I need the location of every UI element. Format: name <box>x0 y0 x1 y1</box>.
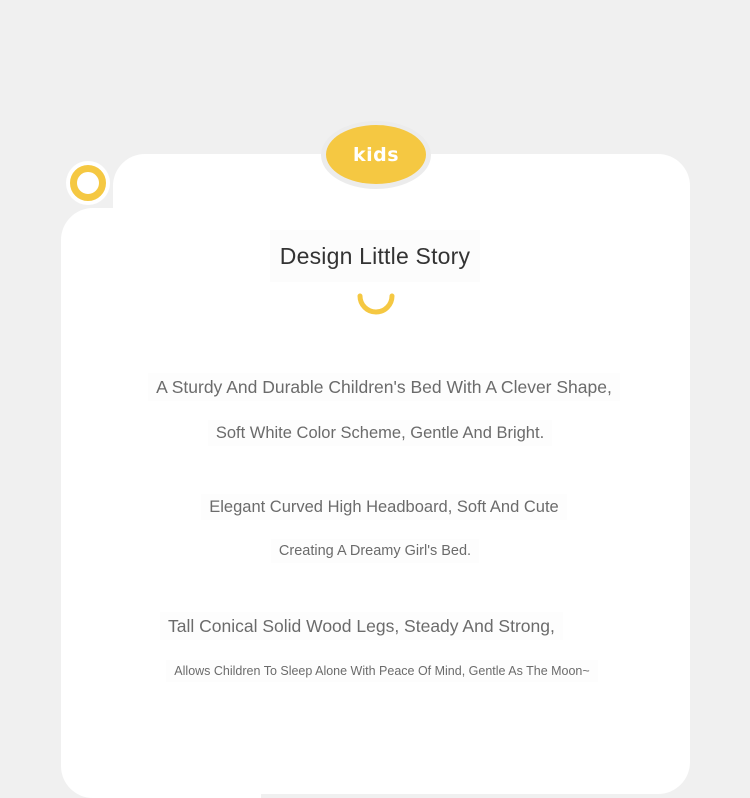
kids-badge-label: kids <box>326 125 426 184</box>
paragraph-text-1: A Sturdy And Durable Children's Bed With A Clever Shape, <box>148 373 620 401</box>
paragraph-text-3: Elegant Curved High Headboard, Soft And Cute <box>201 494 566 520</box>
kids-badge <box>321 121 431 189</box>
paragraph-line-6 <box>0 664 750 678</box>
paragraph-line-5 <box>160 616 563 637</box>
paragraph-line-3 <box>0 498 750 517</box>
paragraph-line-4 <box>0 543 750 559</box>
paragraph-text-2: Soft White Color Scheme, Gentle And Bright. <box>208 420 552 446</box>
paragraph-text-4: Creating A Dreamy Girl's Bed. <box>271 539 479 563</box>
paragraph-text-6: Allows Children To Sleep Alone With Peace Of Mind, Gentle As The Moon~ <box>166 660 597 682</box>
ring-icon <box>66 161 110 205</box>
section-title: Design Little Story <box>279 242 471 269</box>
paragraph-line-2 <box>0 424 750 443</box>
smile-icon <box>357 288 395 318</box>
paragraph-text-5: Tall Conical Solid Wood Legs, Steady And Strong, <box>160 612 563 640</box>
paragraph-line-1 <box>0 377 750 398</box>
section-title-wrap <box>270 230 480 282</box>
